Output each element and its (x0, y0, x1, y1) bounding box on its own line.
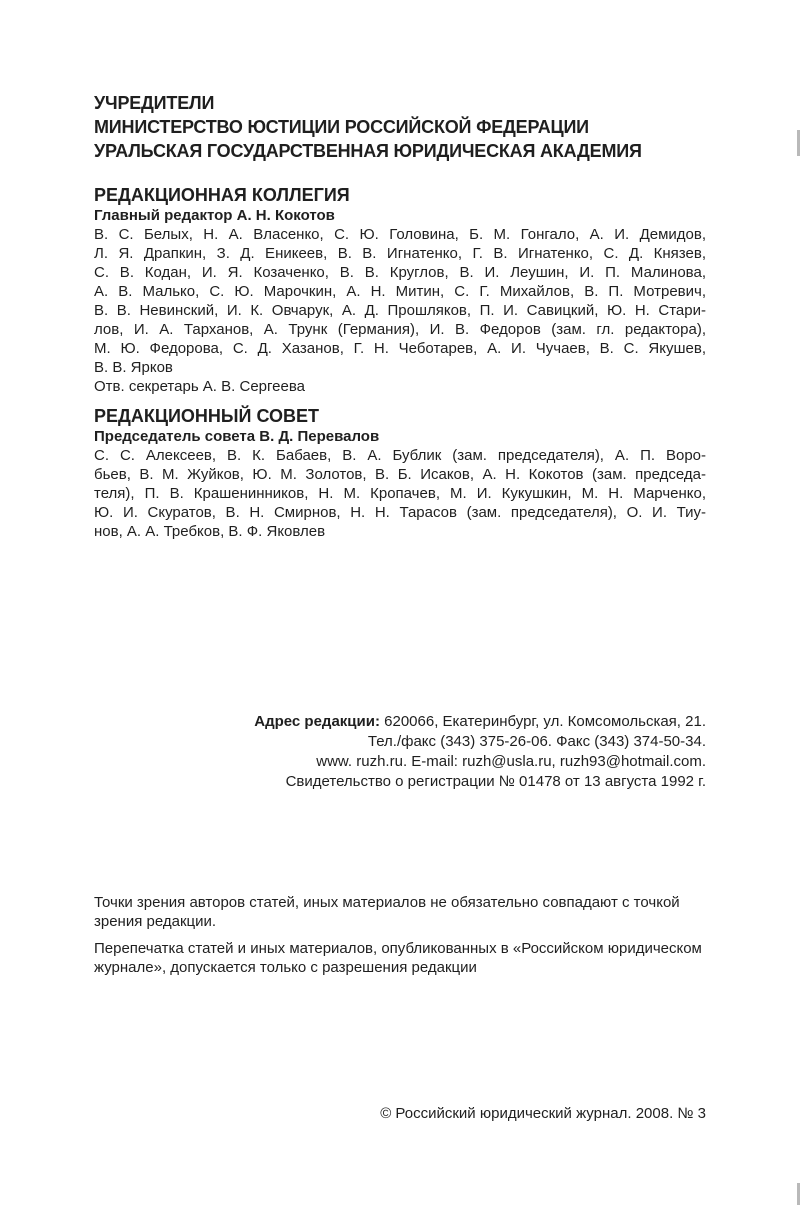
founders-section (94, 91, 706, 163)
copyright-line: © Российский юридический журнал. 2008. № 3 (380, 1105, 706, 1122)
council-chairman: Председатель совета В. Д. Перевалов (94, 428, 380, 445)
reprint-notice: Перепечатка статей и иных материалов, опубликованных в «Российском юридическом журнале», допускается только с разрешения редакции (94, 940, 702, 976)
editorial-board-section (94, 185, 706, 396)
editorial-board-heading: РЕДАКЦИОННАЯ КОЛЛЕГИЯ (94, 185, 350, 205)
editorial-council-section (94, 406, 706, 541)
board-members-line: С. В. Кодан, И. Я. Козаченко, В. В. Круглов, В. И. Леушин, И. П. Малинова, (94, 264, 706, 281)
council-members-line: теля), П. В. Крашенинников, Н. М. Кропачев, М. И. Кукушкин, М. Н. Марченко, (94, 485, 706, 502)
board-members-line: М. Ю. Федорова, С. Д. Хазанов, Г. Н. Чеботарев, А. И. Чучаев, В. С. Якушев, (94, 340, 706, 357)
board-members-line: Л. Я. Драпкин, З. Д. Еникеев, В. В. Игнатенко, Г. В. Игнатенко, С. Д. Князев, (94, 245, 706, 262)
council-members-line: бьев, В. М. Жуйков, Ю. М. Золотов, В. Б. Исаков, А. Н. Кокотов (зам. председа- (94, 466, 706, 483)
address-street-line (146, 712, 706, 732)
founder-academy: УРАЛЬСКАЯ ГОСУДАРСТВЕННАЯ ЮРИДИЧЕСКАЯ АКАДЕМИЯ (94, 141, 642, 161)
founder-ministry: МИНИСТЕРСТВО ЮСТИЦИИ РОССИЙСКОЙ ФЕДЕРАЦИИ (94, 117, 589, 137)
masthead (94, 91, 706, 541)
address-label: Адрес редакции: (254, 713, 380, 730)
editorial-council-heading: РЕДАКЦИОННЫЙ СОВЕТ (94, 406, 320, 426)
editorial-council-members (94, 446, 706, 541)
board-members-line: В. С. Белых, Н. А. Власенко, С. Ю. Головина, Б. М. Гонгало, А. И. Демидов, (94, 226, 706, 243)
address-phone: Тел./факс (343) 375-26-06. Факс (343) 374-50-34. (367, 733, 706, 750)
disclaimer (94, 893, 706, 977)
board-members-line: лов, И. А. Тарханов, А. Трунк (Германия), И. В. Федоров (зам. гл. редактора), (94, 321, 706, 338)
council-members-line: Ю. И. Скуратов, В. Н. Смирнов, Н. Н. Тарасов (зам. председателя), О. И. Тиу- (94, 504, 706, 521)
views-disclaimer: Точки зрения авторов статей, иных материалов не обязательно совпадают с точкой зрения редакции. (94, 894, 680, 930)
founders-heading: УЧРЕДИТЕЛИ (94, 93, 215, 113)
editorial-address (146, 712, 706, 792)
board-members-line: А. В. Малько, С. Ю. Марочкин, А. Н. Митин, С. Г. Михайлов, В. П. Мотревич, (94, 283, 706, 300)
address-web: www. ruzh.ru. E-mail: ruzh@usla.ru, ruzh93@hotmail.com. (316, 753, 706, 770)
council-members-line: С. С. Алексеев, В. К. Бабаев, В. А. Бублик (зам. председателя), А. П. Воро- (94, 447, 706, 464)
chief-editor: Главный редактор А. Н. Кокотов (94, 207, 335, 224)
address-registration: Свидетельство о регистрации № 01478 от 13 августа 1992 г. (285, 773, 706, 790)
board-members-line: В. В. Ярков (94, 359, 173, 376)
editorial-board-members (94, 225, 706, 377)
address-street: 620066, Екатеринбург, ул. Комсомольская, 21. (384, 713, 706, 730)
executive-secretary: Отв. секретарь А. В. Сергеева (94, 378, 305, 395)
council-members-line: нов, А. А. Требков, В. Ф. Яковлев (94, 523, 326, 540)
board-members-line: В. В. Невинский, И. К. Овчарук, А. Д. Прошляков, П. И. Савицкий, Ю. Н. Стари- (94, 302, 706, 319)
